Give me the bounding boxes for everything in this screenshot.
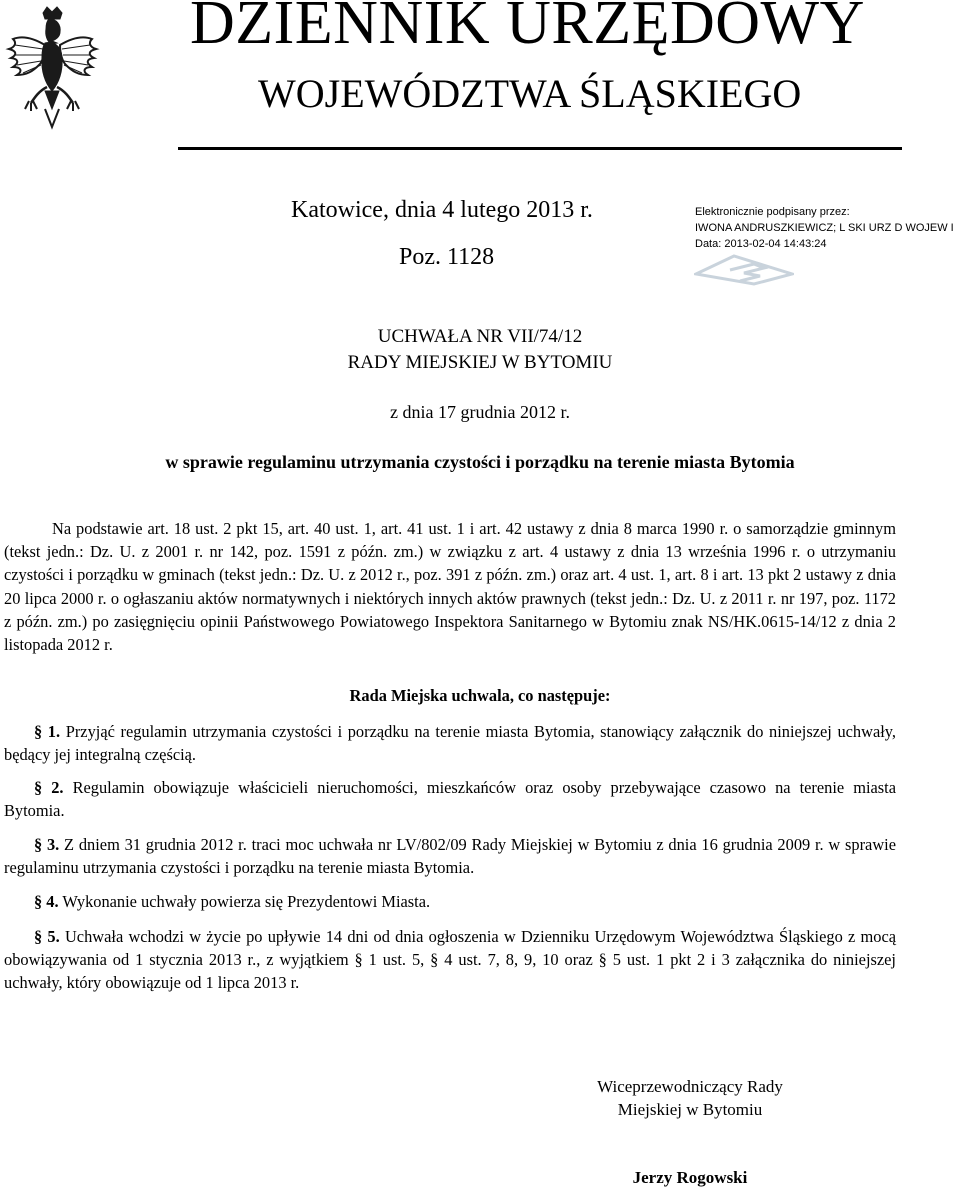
journal-subtitle: WOJEWÓDZTWA ŚLĄSKIEGO [258,71,802,116]
signature-date: Data: 2013-02-04 14:43:24 [695,238,827,250]
signer-role: Wiceprzewodniczący Rady [597,1077,783,1096]
header-divider [178,147,902,150]
paragraph-text: Wykonanie uchwały powierza się Prezydentowi Miasta. [58,892,431,911]
signer-role-body: Miejskiej w Bytomiu [617,1100,763,1119]
paragraph-4 [4,890,896,913]
paragraph-number: § 2. [34,778,64,797]
paragraph-number: § 4. [34,892,59,911]
issue-date: Katowice, dnia 4 lutego 2013 r. [291,197,593,223]
issue-position: Poz. 1128 [399,244,495,270]
paragraph-text: Z dniem 31 grudnia 2012 r. traci moc uchwała nr LV/802/09 Rady Miejskiej w Bytomiu z dnia 16 grudnia 2009 r. w sprawie regulaminu utrzymania czystości i porządku na terenie miasta Bytomia. [4,835,897,878]
signer-name: Jerzy Rogowski [632,1168,748,1187]
resolution-date: z dnia 17 grudnia 2012 r. [390,402,570,422]
paragraph-number: § 1. [34,722,61,741]
paragraph-number: § 3. [34,835,60,854]
paragraph-3 [4,833,896,879]
paragraph-2 [4,776,896,822]
polish-eagle-emblem-icon [5,5,100,130]
paragraph-5 [4,925,896,995]
e-signature-logo-icon [694,252,794,286]
resolution-statement: Rada Miejska uchwala, co następuje: [349,686,611,705]
electronic-signature-box [695,204,960,252]
resolution-body: RADY MIEJSKIEJ W BYTOMIU [347,352,613,373]
paragraph-text: Uchwała wchodzi w życie po upływie 14 dni od dnia ogłoszenia w Dzienniku Urzędowym Województwa Śląskiego z mocą obowiązywania od 1 stycznia 2013 r., z wyjątkiem § 1 ust. 5, § 4 ust. 7, 8, 9, 10 oraz § 5 ust. 1 pkt 2 i 3 załącznika do niniejszej uchwały, który obowiązuje od 1 lipca 2013 r. [4,927,896,993]
paragraph-text: Regulamin obowiązuje właścicieli nieruchomości, mieszkańców oraz osoby przebywające czasowo na terenie miasta Bytomia. [4,778,897,821]
paragraph-1 [4,720,896,766]
resolution-title: UCHWAŁA NR VII/74/12 [377,326,583,347]
paragraph-text: Przyjąć regulamin utrzymania czystości i porządku na terenie miasta Bytomia, stanowiący załącznik do niniejszej uchwały, będący jej integralną częścią. [4,722,896,765]
resolution-subject: w sprawie regulaminu utrzymania czystości i porządku na terenie miasta Bytomia [165,452,795,472]
signature-signer: IWONA ANDRUSZKIEWICZ; L SKI URZ D WOJEW I [695,222,954,234]
legal-basis-paragraph: Na podstawie art. 18 ust. 2 pkt 15, art. 40 ust. 1, art. 41 ust. 1 i art. 42 ustawy z dnia 8 marca 1990 r. o samorządzie gminnym (tekst jedn.: Dz. U. z 2001 r. nr 142, poz. 1591 z późn. zm.) w związku z art. 4 ustawy z dnia 13 września 1996 r. o utrzymaniu czystości i porządku w gminach (tekst jedn.: Dz. U. z 2012 r., poz. 391 z późn. zm.) oraz art. 4 ust. 1, art. 8 i art. 13 pkt 2 ustawy z dnia 20 lipca 2000 r. o ogłaszaniu aktów normatywnych i niektórych innych aktów prawnych (tekst jedn.: Dz. U. z 2011 r. nr 197, poz. 1172 z późn. zm.) po zasięgnięciu opinii Państwowego Powiatowego Inspektora Sanitarnego w Bytomiu znak NS/HK.0615-14/12 z dnia 2 listopada 2012 r. [4,519,896,655]
signature-label: Elektronicznie podpisany przez: [695,206,850,218]
journal-title: DZIENNIK URZĘDOWY [190,0,865,57]
paragraph-number: § 5. [34,927,60,946]
